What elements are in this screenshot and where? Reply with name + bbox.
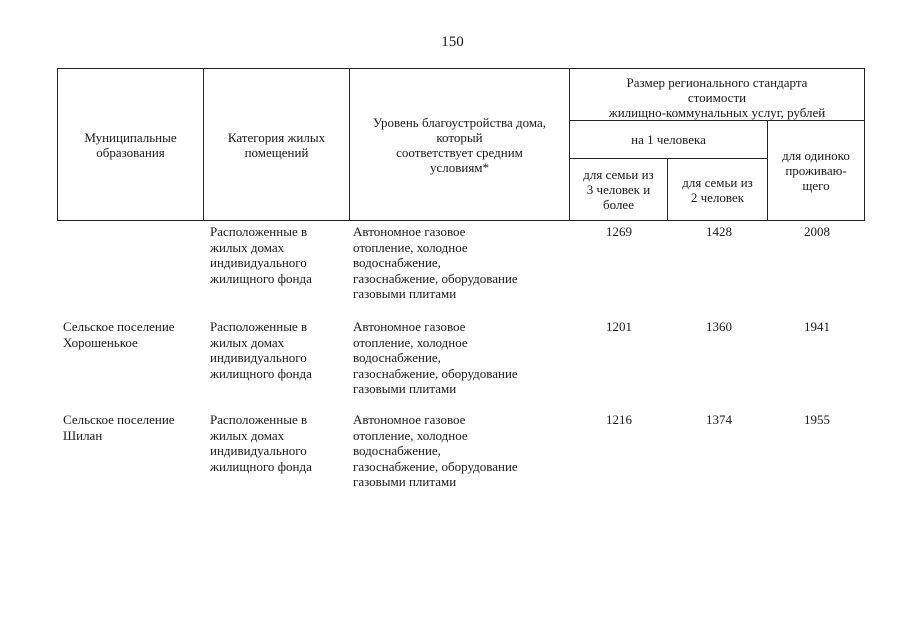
level-cell: Автономное газовое отопление, холодное водоснабжение, газоснабжение, оборудование газовыми плитами [353, 319, 518, 396]
municipality-cell: Сельское поселение Шилан [63, 412, 175, 443]
level-cell: Автономное газовое отопление, холодное водоснабжение, газоснабжение, оборудование газовыми плитами [353, 224, 518, 301]
header-family3: для семьи из 3 человек и более [570, 159, 668, 221]
category-cell: Расположенные в жилых домах индивидуального жилищного фонда [210, 412, 312, 474]
municipality-cell: Сельское поселение Хорошенькое [63, 319, 175, 350]
table-row [57, 412, 865, 507]
table-body [57, 224, 865, 507]
value-single: 2008 [804, 224, 830, 239]
header-category: Категория жилых помещений [204, 69, 350, 221]
header-municipality: Муниципальные образования [58, 69, 204, 221]
category-cell: Расположенные в жилых домах индивидуального жилищного фонда [210, 319, 312, 381]
header-standard: Размер регионального стандарта стоимости жилищно-коммунальных услуг, рублей [570, 69, 865, 121]
category-cell: Расположенные в жилых домах индивидуального жилищного фонда [210, 224, 312, 286]
value-single: 1941 [804, 319, 830, 334]
value-single: 1955 [804, 412, 830, 427]
table-header [57, 68, 865, 221]
header-single: для одиноко проживаю- щего [768, 121, 865, 221]
header-family2: для семьи из 2 человек [668, 159, 768, 221]
header-level: Уровень благоустройства дома, который соответствует средним условиям* [350, 69, 570, 221]
table-row [57, 319, 865, 412]
value-family2: 1360 [706, 319, 732, 334]
page-number: 150 [441, 34, 464, 50]
level-cell: Автономное газовое отопление, холодное водоснабжение, газоснабжение, оборудование газовыми плитами [353, 412, 518, 489]
value-family3: 1201 [606, 319, 632, 334]
value-family2: 1374 [706, 412, 732, 427]
table-row [57, 224, 865, 319]
value-family3: 1269 [606, 224, 632, 239]
value-family2: 1428 [706, 224, 732, 239]
value-family3: 1216 [606, 412, 632, 427]
header-per-person: на 1 человека [570, 121, 768, 159]
